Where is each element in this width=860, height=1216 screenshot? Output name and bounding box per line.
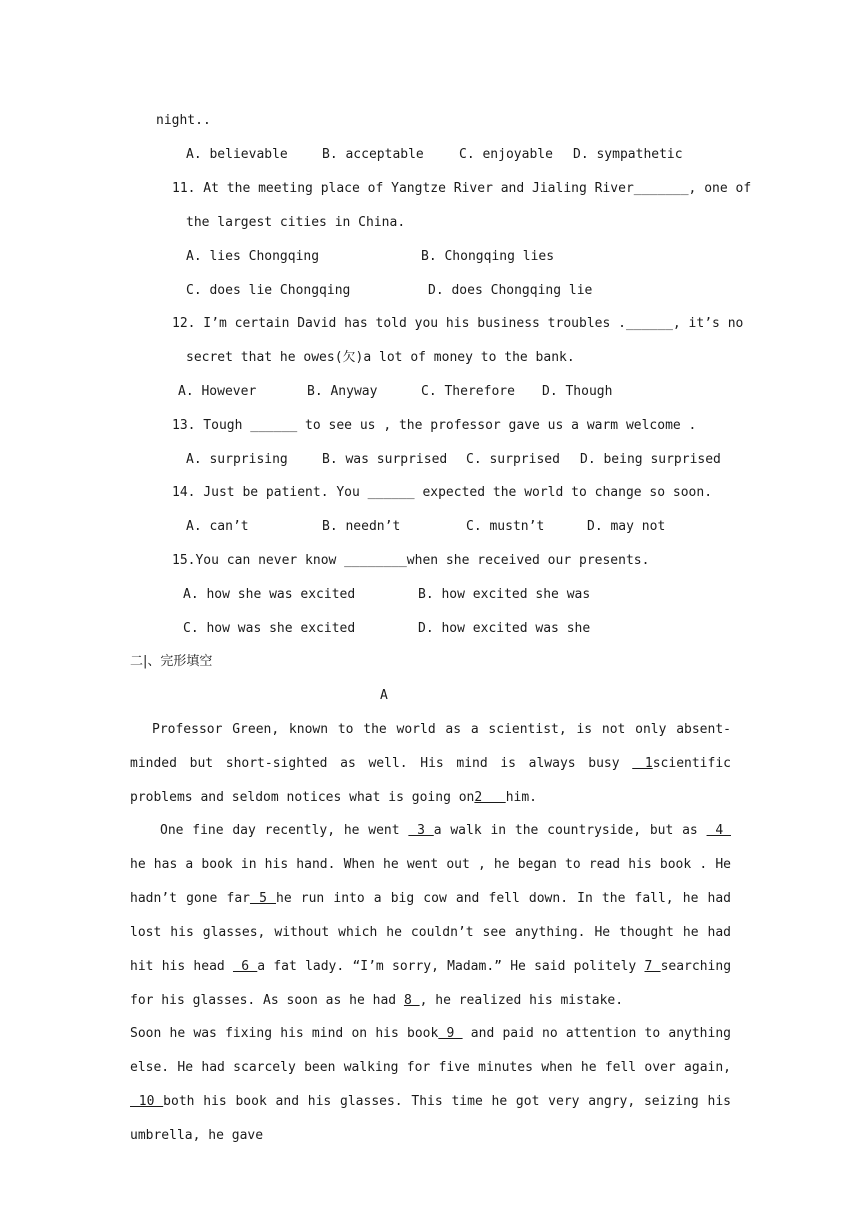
paragraph-text: he run into a big cow and fell down. In the fall, he had lost his glasses, without which he couldn’t see anything. He thought he had hit his head: [130, 891, 731, 974]
blank-2: 2: [474, 790, 506, 805]
q14-option-c: C. mustn’t: [466, 519, 545, 534]
paragraph-text: a fat lady. “I’m sorry, Madam.” He said politely: [257, 959, 645, 974]
q14-stem: 14. Just be patient. You ______ expected the world to change so soon.: [172, 485, 713, 500]
q11-option-b: B. Chongqing lies: [421, 249, 555, 264]
paragraph-text: searching for his glasses. As soon as he had: [130, 959, 732, 1008]
blank-3: 3: [408, 823, 434, 838]
blank-8: 8: [403, 993, 420, 1008]
paragraph-text: both his book and his glasses. This time he got very angry, seizing his umbrella, he gave: [130, 1094, 731, 1143]
q13-option-d: D. being surprised: [580, 452, 721, 467]
q10-option-c: C. enjoyable: [459, 147, 553, 162]
q11-option-a: A. lies Chongqing: [186, 249, 320, 264]
blank-6: 6: [232, 959, 258, 974]
q12-stem-line1: 12. I’m certain David has told you his business troubles .______, it’s no: [172, 316, 744, 331]
q14-option-d: D. may not: [587, 519, 666, 534]
q11-stem-line2: the largest cities in China.: [186, 215, 406, 230]
section-heading-cloze: 二|、完形填空: [130, 654, 213, 669]
q15-option-c: C. how was she excited: [183, 621, 356, 636]
q10-option-d: D. sympathetic: [573, 147, 683, 162]
blank-7: 7: [644, 959, 661, 974]
q14-option-b: B. needn’t: [322, 519, 401, 534]
blank-4: 4: [706, 823, 731, 838]
q15-option-a: A. how she was excited: [183, 587, 356, 602]
q13-option-c: C. surprised: [466, 452, 560, 467]
q15-option-b: B. how excited she was: [418, 587, 591, 602]
paragraph-text: , he realized his mistake.: [419, 993, 624, 1008]
q13-option-b: B. was surprised: [322, 452, 448, 467]
blank-9: 9: [438, 1026, 463, 1041]
q12-stem-line2: secret that he owes(欠)a lot of money to the bank.: [186, 350, 575, 365]
q11-option-c: C. does lie Chongqing: [186, 283, 351, 298]
q15-stem: 15.You can never know ________when she received our presents.: [172, 553, 650, 568]
passage-title: A: [380, 688, 388, 703]
paragraph-text: he has a book in his hand. When he went out , he began to read his book . He hadn’t gone far: [130, 857, 731, 906]
paragraph-text: him.: [505, 790, 537, 805]
paragraph-text: scientific problems and seldom notices what is going on: [130, 756, 731, 805]
paragraph-text: Soon he was fixing his mind on his book: [130, 1026, 439, 1041]
q10-option-b: B. acceptable: [322, 147, 424, 162]
blank-5: 5: [249, 891, 277, 906]
q10-option-a: A. believable: [186, 147, 288, 162]
q11-stem-line1: 11. At the meeting place of Yangtze River and Jialing River_______, one of: [172, 181, 752, 196]
q14-option-a: A. can’t: [186, 519, 249, 534]
q13-option-a: A. surprising: [186, 452, 288, 467]
q12-option-a: A. However: [178, 384, 257, 399]
paragraph-text: a walk in the countryside, but as: [433, 823, 707, 838]
q11-option-d: D. does Chongqing lie: [428, 283, 593, 298]
q15-option-d: D. how excited was she: [418, 621, 591, 636]
q12-option-c: C. Therefore: [421, 384, 515, 399]
paragraph-text: One fine day recently, he went: [160, 823, 409, 838]
paragraph-text: Professor Green, known to the world as a scientist, is not only absent-minded but short-sighted as well. His mind is always busy: [130, 722, 731, 771]
q12-option-d: D. Though: [542, 384, 613, 399]
blank-10: 10: [130, 1094, 164, 1109]
passage-paragraph-2: [130, 814, 731, 1018]
passage-paragraph-1: [130, 713, 731, 815]
paragraph-text: and paid no attention to anything else. He had scarcely been walking for five minutes when he fell over again,: [130, 1026, 731, 1075]
passage-paragraph-3: [130, 1017, 731, 1153]
blank-1: 1: [632, 756, 653, 771]
q13-stem: 13. Tough ______ to see us , the professor gave us a warm welcome .: [172, 418, 697, 433]
q10-text-tail: night..: [156, 113, 211, 128]
q12-option-b: B. Anyway: [307, 384, 378, 399]
